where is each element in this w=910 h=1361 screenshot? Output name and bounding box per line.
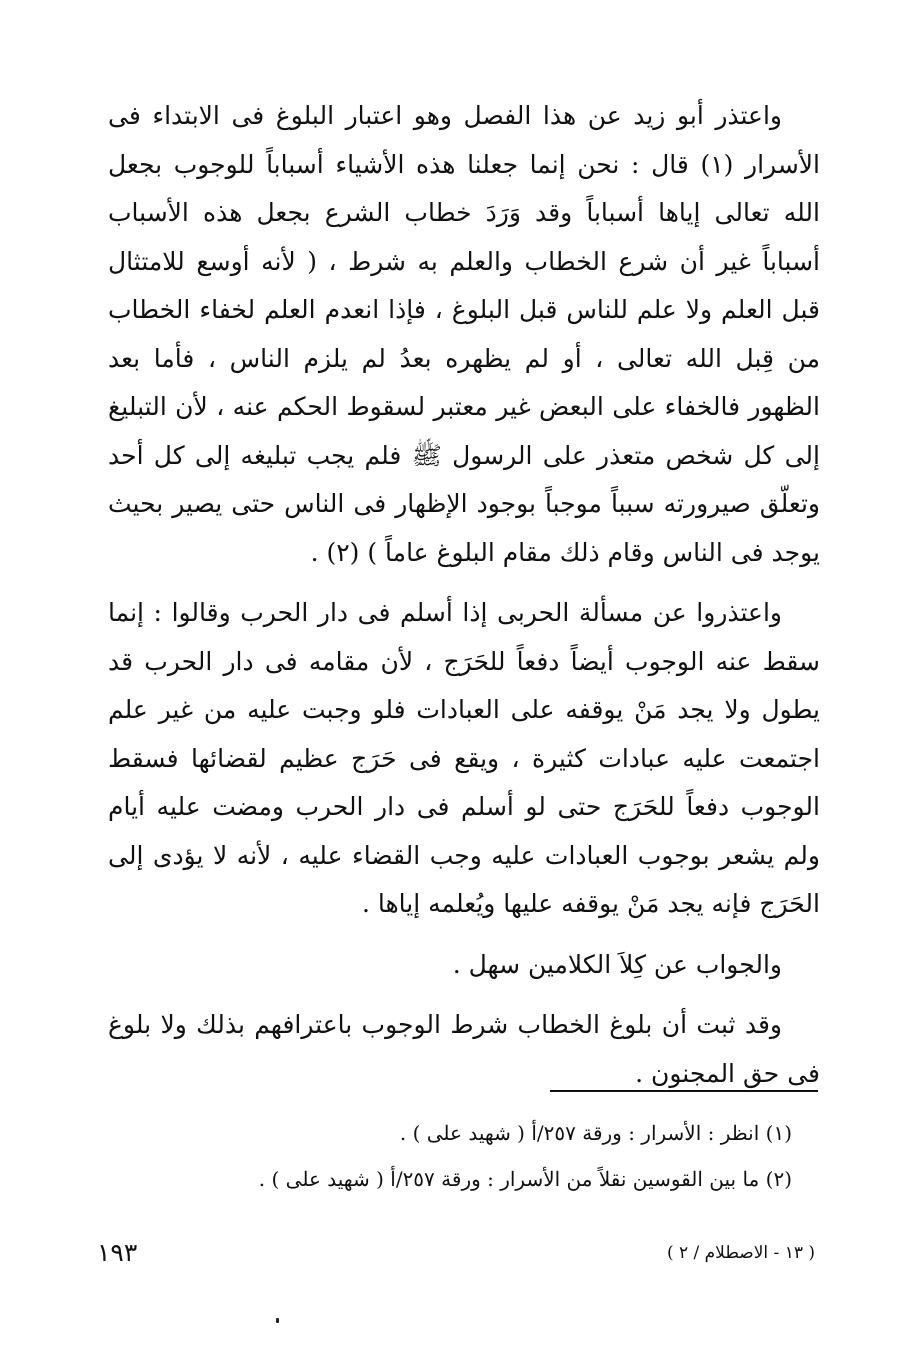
footnote-separator xyxy=(550,1090,818,1092)
body-text xyxy=(108,92,820,1110)
footnote-2: (٢) ما بين القوسين نقلاً من الأسرار : ورقة ٢٥٧/أ ( شهيد على ) . xyxy=(258,1167,792,1191)
page-number: ١٩٣ xyxy=(97,1238,138,1267)
paragraph-4: وقد ثبت أن بلوغ الخطاب شرط الوجوب باعترافهم بذلك ولا بلوغ فى حق المجنون . xyxy=(108,1010,820,1088)
signature-mark: ( ١٣ - الاصطلام / ٢ ) xyxy=(666,1243,815,1263)
paragraph-1: واعتذر أبو زيد عن هذا الفصل وهو اعتبار البلوغ فى الابتداء فى الأسرار (١) قال : نحن إنما جعلنا هذه الأشياء أسباباً للوجوب بجعل الله تعالى إياها أسباباً وقد وَرَدَ خطاب الشرع بجعل هذه الأسباب أسباباً غير أن شرع الخطاب والعلم به شرط ، ( لأنه أوسع للامتثال قبل العلم ولا علم للناس قبل البلوغ ، فإذا انعدم العلم لخفاء الخطاب من قِبل الله تعالى ، أو لم يظهره بعدُ لم يلزم الناس ، فأما بعد الظهور فالخفاء على البعض غير معتبر لسقوط الحكم عنه ، لأن التبليغ إلى كل شخص متعذر على الرسول ﷺ فلم يجب تبليغه إلى كل أحد وتعلّق صيرورته سبباً موجباً بوجود الإظهار فى الناس حتى يصير بحيث يوجد فى الناس وقام ذلك مقام البلوغ عاماً ) (٢) . xyxy=(108,101,820,567)
paragraph-3: والجواب عن كِلاَ الكلامين سهل . xyxy=(452,949,782,979)
footnote-1: (١) انظر : الأسرار : ورقة ٢٥٧/أ ( شهيد على ) . xyxy=(399,1121,792,1145)
paragraph-2: واعتذروا عن مسألة الحربى إذا أسلم فى دار الحرب وقالوا : إنما سقط عنه الوجوب أيضاً دفعاً للحَرَج ، لأن مقامه فى دار الحرب قد يطول ولا يجد مَنْ يوقفه على العبادات فلو وجبت عليه من غير علم اجتمعت عليه عبادات كثيرة ، ويقع فى حَرَج عظيم لقضائها فسقط الوجوب دفعاً للحَرَج حتى لو أسلم فى دار الحرب ومضت عليه أيام ولم يشعر بوجوب العبادات عليه وجب القضاء عليه ، لأنه لا يؤدى إلى الحَرَج فإنه يجد مَنْ يوقفه عليها ويُعلمه إياها . xyxy=(108,598,820,918)
print-speck xyxy=(276,1318,279,1323)
footnotes xyxy=(108,1110,792,1202)
